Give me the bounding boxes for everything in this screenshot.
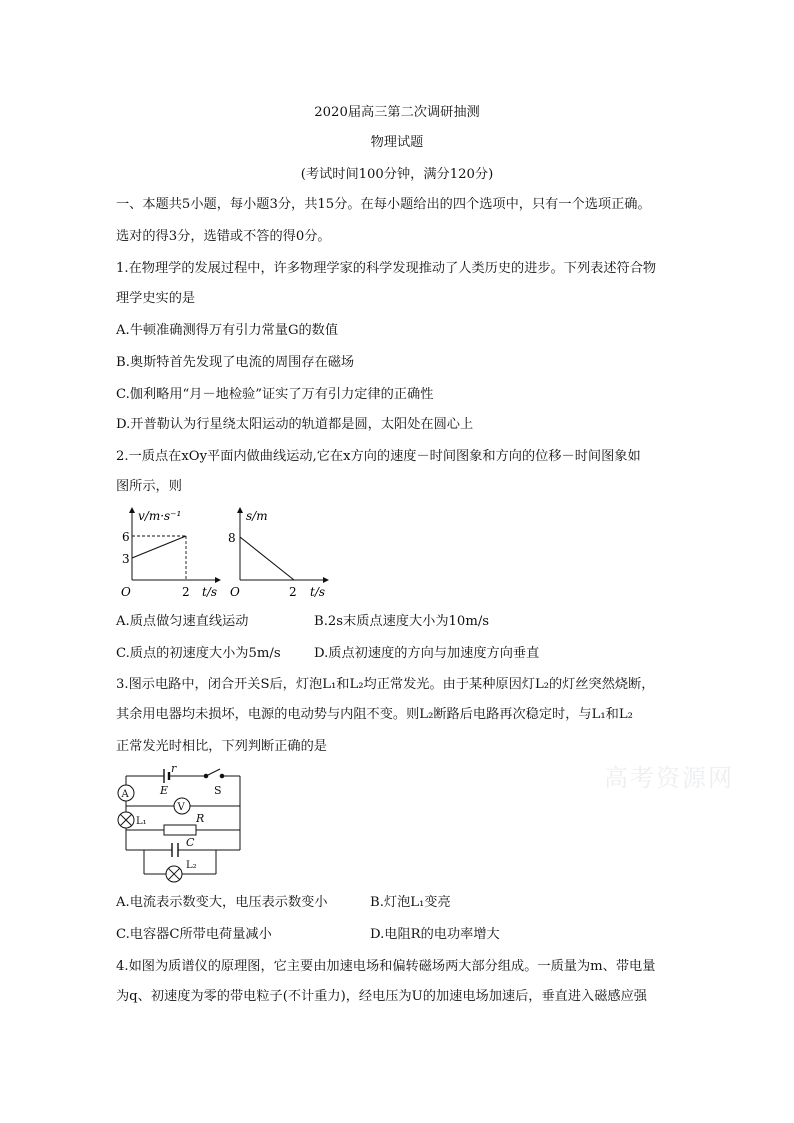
circuit-label-s: S: [214, 784, 222, 797]
circuit-label-e: E: [160, 784, 169, 797]
q2-option-a: A.质点做匀速直线运动: [116, 614, 249, 629]
ammeter-icon: A: [121, 789, 129, 800]
q3-stem-line3: 正常发光时相比，下列判断正确的是: [116, 739, 327, 754]
q3-option-c: C.电容器C所带电荷量减小: [116, 927, 272, 942]
q2-option-d: D.质点初速度的方向与加速度方向垂直: [314, 646, 540, 661]
v-graph-x-tick: 2: [182, 585, 190, 599]
q3-option-a: A.电流表示数变大，电压表示数变小: [116, 895, 328, 910]
s-graph-x-label: t/s: [310, 585, 326, 599]
v-graph-origin: O: [121, 585, 131, 599]
section-intro-line2: 选对的得3分，选错或不答的得0分。: [116, 229, 331, 244]
circuit-label-c: C: [186, 836, 195, 849]
s-graph-y-tick-8: 8: [228, 531, 236, 545]
q3-stem-line1: 3.图示电路中，闭合开关S后，灯泡L₁和L₂均正常发光。由于某种原因灯L₂的灯丝突然烧断，: [116, 677, 655, 692]
q2-option-b: B.2s末质点速度大小为10m/s: [314, 614, 490, 629]
s-graph-y-label: s/m: [246, 509, 268, 523]
q3-stem-line2: 其余用电器均未损坏，电源的电动势与内阻不变。则L₂断路后电路再次稳定时，与L₁和L₂: [116, 707, 633, 722]
v-graph-y-tick-3: 3: [122, 552, 130, 566]
q1-option-d: D.开普勒认为行星绕太阳运动的轨道都是圆，太阳处在圆心上: [116, 417, 474, 432]
subject-title: 物理试题: [370, 135, 424, 150]
velocity-time-graph: [114, 504, 224, 602]
q2-stem-line2: 图所示，则: [116, 479, 182, 494]
voltmeter-icon: V: [177, 802, 185, 813]
v-graph-x-label: t/s: [202, 585, 218, 599]
q2-stem-line1: 2.一质点在xOy平面内做曲线运动,它在x方向的速度－时间图象和方向的位移－时间图象如: [116, 449, 641, 464]
q4-stem-line2: 为q、初速度为零的带电粒子(不计重力)，经电压为U的加速电场加速后，垂直进入磁感应强: [116, 989, 647, 1004]
v-graph-data-line: [132, 536, 186, 558]
q1-option-b: B.奥斯特首先发现了电流的周围存在磁场: [116, 355, 355, 370]
s-graph-x-tick: 2: [289, 585, 297, 599]
q1-stem-line1: 1.在物理学的发展过程中，许多物理学家的科学发现推动了人类历史的进步。下列表述符合物: [116, 261, 657, 276]
s-graph-data-line: [240, 537, 294, 580]
q4-stem-line1: 4.如图为质谱仪的原理图，它主要由加速电场和偏转磁场两大部分组成。一质量为m、带电量: [116, 959, 656, 974]
q3-option-d: D.电阻R的电功率增大: [370, 927, 500, 942]
exam-title: 2020届高三第二次调研抽测: [314, 105, 480, 120]
exam-time-info: (考试时间100分钟，满分120分): [300, 167, 494, 182]
displacement-time-graph: [226, 504, 336, 602]
q1-stem-line2: 理学史实的是: [116, 291, 196, 306]
v-graph-y-label: v/m·s⁻¹: [138, 509, 182, 523]
q3-option-b: B.灯泡L₁变亮: [370, 895, 451, 910]
circuit-label-l2: L₂: [186, 860, 197, 871]
circuit-label-r: r: [171, 764, 177, 775]
watermark: 高考资源网: [604, 764, 734, 792]
circuit-diagram: [112, 764, 252, 888]
s-graph-origin: O: [230, 585, 240, 599]
section-intro-line1: 一、本题共5小题，每小题3分，共15分。在每小题给出的四个选项中，只有一个选项正确。: [116, 197, 651, 212]
q2-option-c: C.质点的初速度大小为5m/s: [116, 646, 281, 661]
circuit-label-r-resistor: R: [196, 812, 205, 825]
circuit-label-l1: L₁: [136, 816, 147, 827]
q1-option-a: A.牛顿准确测得万有引力常量G的数值: [116, 323, 339, 338]
v-graph-y-tick-6: 6: [122, 530, 130, 544]
q1-option-c: C.伽利略用“月－地检验”证实了万有引力定律的正确性: [116, 387, 434, 402]
